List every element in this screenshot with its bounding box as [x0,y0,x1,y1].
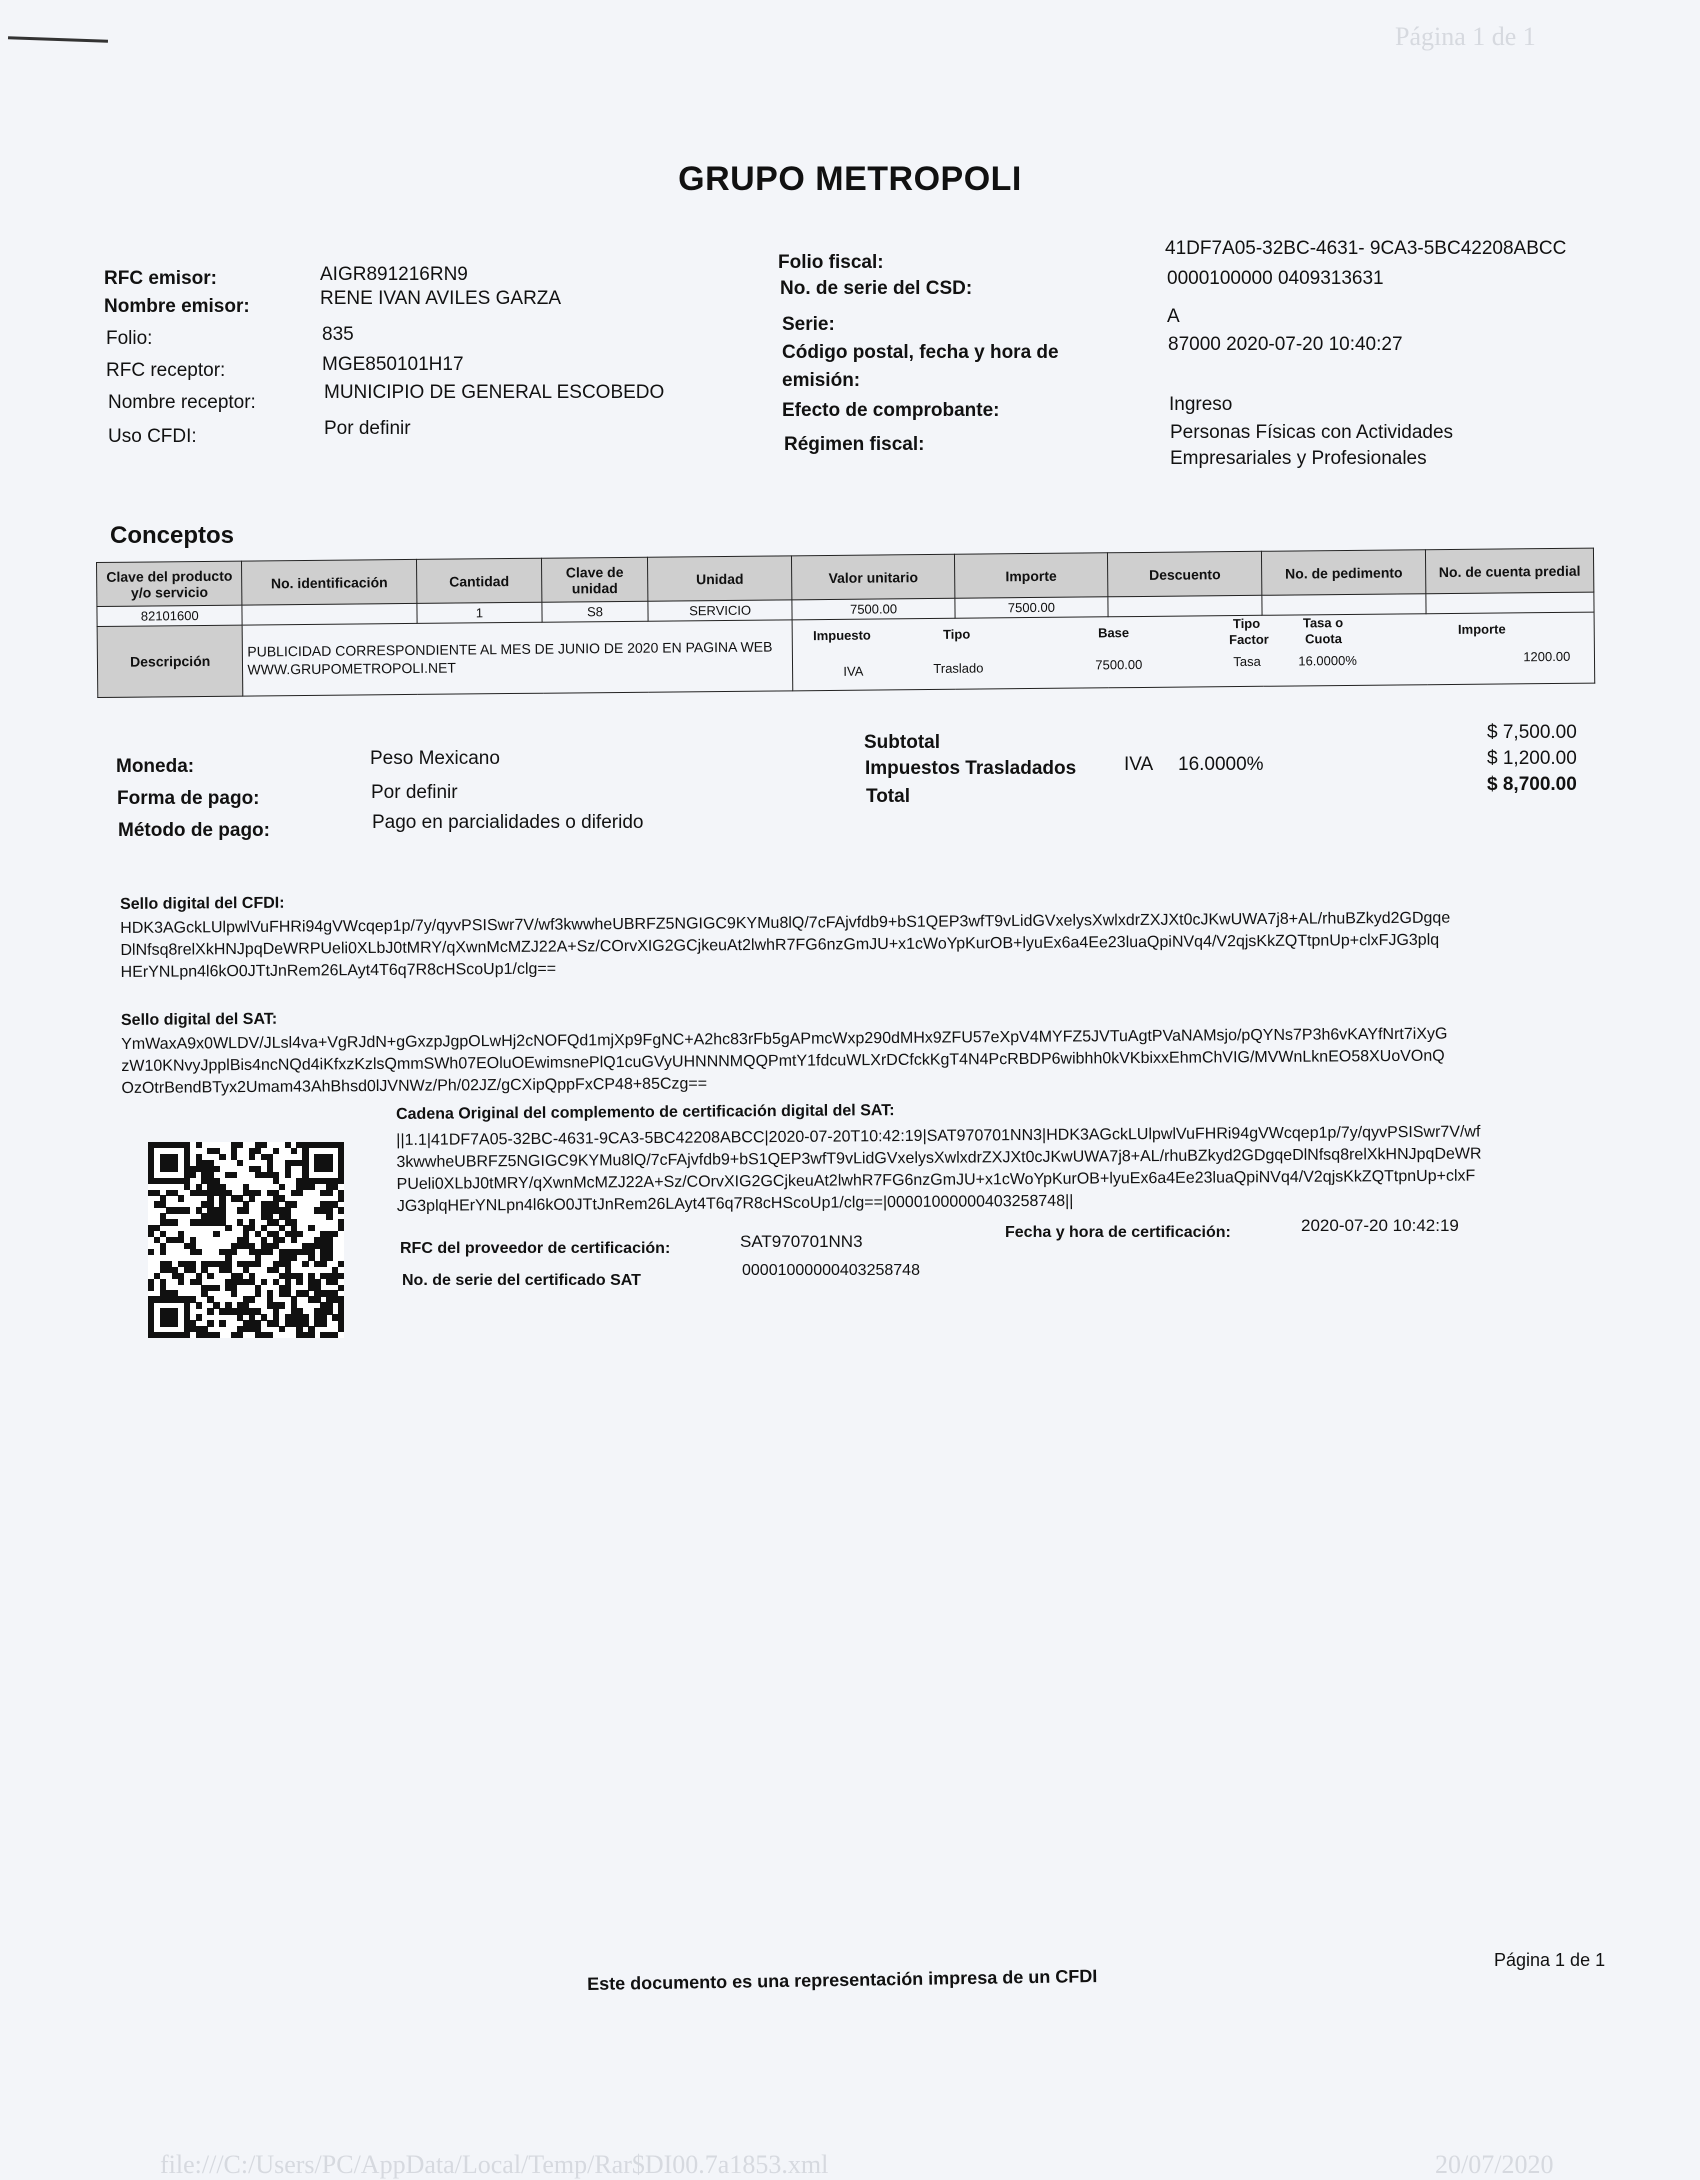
cell-descuento [1108,595,1263,616]
qr-module [267,1332,273,1338]
uso-cfdi-label: Uso CFDI: [108,426,197,447]
impuestos-subtable [792,612,1594,691]
qr-module [213,1285,219,1291]
sellos-block [120,884,1612,1100]
serie-label: Serie: [782,314,835,335]
cadena-line3: PUeli0XLbJ0tMRY/qXwnMcMZJ22A+Sz/COrvXIG2GCjkeuAt2lwhR7FG6nzGmJU+x1cWoYpKurOB+lyuEx6a4Ee23luaQpiNVq4/V2qjsKkZQTtpnUp+clxF [396,1167,1476,1193]
codigo-postal-label: Código postal, fecha y hora de [782,342,1059,363]
qr-module [338,1273,344,1279]
header-valor-unitario: Valor unitario [792,554,955,600]
imp-header-tipo: Tipo [942,626,971,642]
qr-module [285,1172,291,1178]
nombre-emisor-value: RENE IVAN AVILES GARZA [320,288,562,309]
descripcion-row [97,612,1595,697]
serie-csd-value: 0000100000 0409313631 [1167,268,1384,289]
nombre-emisor-label: Nombre emisor: [104,296,250,317]
qr-module [279,1326,285,1332]
qr-module [148,1285,154,1291]
qr-module [338,1225,344,1231]
cadena-line4: JG3plqHErYNLpn4l6kO0JTtJnRem26LAyt4T6q7R8cHScoUp1/clg==|00001000000403258748|| [396,1192,1074,1215]
total-label: Total [866,786,910,807]
ghost-file-path: file:///C:/Users/PC/AppData/Local/Temp/Rar$DI00.7a1853.xml [160,2150,829,2179]
rfc-receptor-value: MGE850101H17 [322,354,464,375]
qr-module [249,1154,255,1160]
header-no-identificacion: No. identificación [242,559,417,605]
uso-cfdi-value: Por definir [324,418,411,439]
sello-sat-label: Sello digital del SAT: [120,1010,278,1029]
qr-module [338,1261,344,1267]
codigo-postal-value: 87000 2020-07-20 10:40:27 [1168,334,1403,355]
imp-header-importe: Importe [1457,621,1506,637]
subtotal-value: $ 7,500.00 [1487,722,1577,743]
regimen-value-line1: Personas Físicas con Actividades [1170,422,1454,443]
regimen-label: Régimen fiscal: [784,434,925,455]
qr-module [326,1166,332,1172]
forma-pago-value: Por definir [371,782,458,803]
qr-module [225,1225,231,1231]
qr-module [296,1231,302,1237]
moneda-label: Moneda: [116,756,195,777]
header-clave-producto: Clave del producto y/o servicio [97,561,243,606]
qr-module [291,1237,297,1243]
qr-module [237,1160,243,1166]
qr-module [255,1190,261,1196]
sello-sat-line3: OzOtrBendBTyx2Umam43AhBhsd0lJVNWz/Ph/02JZ/gCXipQppFxCP48+85Czg== [121,1075,708,1097]
footer-pagina: Página 1 de 1 [1494,1950,1606,1970]
qr-module [249,1296,255,1302]
imp-cell-importe: 1200.00 [1523,648,1571,665]
qr-module [231,1290,237,1296]
imp-header-tasa-2: Cuota [1305,631,1343,647]
qr-module [320,1320,326,1326]
serie-sat-label: No. de serie del certificado SAT [402,1272,641,1289]
qr-module [231,1249,237,1255]
cell-predial [1426,592,1594,614]
qr-module [291,1201,297,1207]
footer-leyenda: Este documento es una representación impresa de un CFDI [587,1965,1098,1994]
efecto-label: Efecto de comprobante: [782,400,1000,421]
ghost-date: 20/07/2020 [1435,2150,1554,2179]
qr-module [213,1231,219,1237]
folio-label: Folio: [106,328,153,349]
imp-cell-impuesto: IVA [843,663,864,679]
cell-valor-unitario: 7500.00 [792,598,955,620]
nombre-receptor-value: MUNICIPIO DE GENERAL ESCOBEDO [324,382,665,403]
conceptos-title: Conceptos [110,522,235,549]
cadena-line1: ||1.1|41DF7A05-32BC-4631-9CA3-5BC42208ABCC|2020-07-20T10:42:19|SAT970701NN3|HDK3AGckLUlpwlVuFHRi94gVWcqep1p/7y/qyvPSISwr7V/wf [396,1123,1481,1149]
qr-module [213,1166,219,1172]
imp-header-impuesto: Impuesto [812,627,871,644]
descripcion-label: Descripción [97,625,243,697]
qr-module [207,1308,213,1314]
header-pedimento: No. de pedimento [1262,550,1426,596]
document-title: GRUPO METROPOLI [678,160,1022,198]
folio-fiscal-value: 41DF7A05-32BC-4631- 9CA3-5BC42208ABCC [1165,238,1567,259]
qr-module [267,1249,273,1255]
header-descuento: Descuento [1107,551,1262,596]
qr-module [255,1261,261,1267]
qr-module [178,1279,184,1285]
qr-module [196,1142,202,1148]
cell-cantidad: 1 [417,602,543,623]
conceptos-table [96,548,1595,698]
efecto-value: Ingreso [1169,394,1233,415]
qr-module [237,1332,243,1338]
qr-module [279,1302,285,1308]
cell-importe: 7500.00 [955,597,1108,618]
total-value: $ 8,700.00 [1487,774,1577,795]
qr-module [279,1237,285,1243]
conceptos-table-wrapper [96,548,1595,698]
qr-module [213,1332,219,1338]
sello-cfdi-line1: HDK3AGckLUlpwlVuFHRi94gVWcqep1p/7y/qyvPSISwr7V/wf3kwwheUBRFZ5NGIGC9KYMu8lQ/7cFAjvfdb9+bS1QEP3wfT9vLidGVxelysXwlxdrZXJXt0cJKwUWA7j8+AL/rhuBZkyd2GDgqe [120,909,1451,937]
forma-pago-label: Forma de pago: [117,788,260,809]
qr-module [196,1249,202,1255]
regimen-value-line2: Empresariales y Profesionales [1170,448,1427,469]
qr-module [291,1148,297,1154]
qr-module [273,1148,279,1154]
nombre-receptor-label: Nombre receptor: [108,392,256,413]
imp-cell-base: 7500.00 [1095,656,1143,673]
cadena-line2: 3kwwheUBRFZ5NGIGC9KYMu8lQ/7cFAjvfdb9+bS1QEP3wfT9vLidGVxelysXwlxdrZXJXt0cJKwUWA7j8+AL/rhuBZkyd2GDgqeDlNfsq8relXkHNJpqDeWR [396,1145,1482,1171]
imp-cell-tipo-factor: Tasa [1233,653,1261,670]
qr-module [308,1184,314,1190]
sello-sat-line1: YmWaxA9x0WLDV/JLsl4va+VgRJdN+gGxzpJgpOLwHj2cNOFQd1mjXp9FgNC+A2hc83rFb5gAPmcWxp290dMHx9ZFU57eXpV4MYFZ5JVTuAgtPVaNAMsjo/pQYNs7P3h6vKAYfNrt7iXyG [121,1025,1448,1053]
cadena-label: Cadena Original del complemento de certificación digital del SAT: [396,1102,895,1123]
qr-module [196,1302,202,1308]
rfc-emisor-value: AIGR891216RN9 [320,264,468,285]
qr-module [296,1190,302,1196]
cell-clave: 82101600 [97,605,243,626]
qr-module [261,1142,267,1148]
qr-module [332,1231,338,1237]
imp-cell-tasa: 16.0000% [1298,652,1357,669]
qr-module [279,1184,285,1190]
header-cuenta-predial: No. de cuenta predial [1425,548,1593,594]
sello-cfdi-line3: HErYNLpn4l6kO0JTtJnRem26LAyt4T6q7R8cHScoUp1/clg== [120,960,557,981]
rfc-receptor-label: RFC receptor: [106,360,226,381]
qr-module [219,1154,225,1160]
scan-mark [8,36,108,42]
qr-module [172,1166,178,1172]
qr-module [338,1326,344,1332]
impuestos-trasladados-label: Impuestos Trasladados [865,758,1077,779]
qr-module [326,1190,332,1196]
qr-module [184,1207,190,1213]
qr-module [338,1178,344,1184]
header-unidad: Unidad [647,556,792,601]
metodo-pago-value: Pago en parcialidades o diferido [372,812,644,833]
qr-module [172,1320,178,1326]
qr-module [320,1261,326,1267]
qr-code [148,1142,344,1338]
cell-no-identificacion [242,603,416,625]
emision-label: emisión: [782,370,861,391]
qr-module [160,1249,166,1255]
qr-module [243,1207,249,1213]
qr-module [148,1249,154,1255]
sello-cfdi-label: Sello digital del CFDI: [120,894,285,913]
qr-module [338,1285,344,1291]
qr-module [184,1332,190,1338]
impuestos-value: $ 1,200.00 [1487,748,1577,769]
imp-cell-tipo: Traslado [933,660,984,676]
qr-module [237,1142,243,1148]
qr-module [302,1261,308,1267]
impuestos-tasa: 16.0000% [1178,754,1264,775]
serie-csd-label: No. de serie del CSD: [780,278,973,299]
ghost-page-number: Página 1 de 1 [1395,22,1536,51]
sello-cfdi-line2: DlNfsq8relXkHNJpqDeWRPUeli0XLbJ0tMRY/qXwnMcMZJ22A+Sz/COrvXIG2GCjkeuAt2lwhR7FG6nzGmJU+x1cWoYpKurOB+lyuEx6a4Ee23luaQpiNVq4/V2qjsKkZQTtpnUp+clxFJG3plq [120,931,1440,959]
qr-module [291,1255,297,1261]
qr-module [196,1314,202,1320]
header-importe: Importe [954,553,1108,598]
qr-module [207,1273,213,1279]
qr-module [178,1195,184,1201]
cell-pedimento [1262,594,1426,616]
qr-module [231,1172,237,1178]
qr-module [190,1172,196,1178]
imp-header-base: Base [1097,625,1130,641]
qr-module [249,1195,255,1201]
qr-module [207,1320,213,1326]
qr-module [255,1290,261,1296]
folio-fiscal-label: Folio fiscal: [778,252,884,273]
cadena-block [396,1096,1617,1218]
fecha-certificacion-label: Fecha y hora de certificación: [1005,1224,1231,1241]
serie-value: A [1167,306,1180,327]
imp-header-tipo-factor-1: Tipo [1232,615,1261,632]
qr-module [261,1279,267,1285]
cell-clave-unidad: S8 [542,601,648,622]
sello-sat-line2: zW10KNvyJpplBis4ncNQd4iKfxzKzlsQmmSWh07EOluOEwimsnePlQ1cuGVyUHNNNMQQPmtY1fdcuWLXrDCfckKgT4N4PcRBDP6wibhh0kVKbixxEhmChVIG/MVWnLknEO58XUoVOnQ [121,1047,1445,1075]
qr-module [308,1332,314,1338]
qr-module [308,1225,314,1231]
qr-module [338,1207,344,1213]
rfc-emisor-label: RFC emisor: [104,268,217,289]
cell-unidad: SERVICIO [648,600,793,621]
qr-module [219,1320,225,1326]
metodo-pago-label: Método de pago: [118,820,270,841]
folio-value: 835 [322,324,354,345]
qr-module [332,1332,338,1338]
rfc-proveedor-value: SAT970701NN3 [740,1232,863,1251]
qr-module [338,1195,344,1201]
rfc-proveedor-label: RFC del proveedor de certificación: [400,1240,671,1257]
header-clave-unidad: Clave de unidad [542,557,648,602]
moneda-value: Peso Mexicano [370,748,500,769]
qr-module [326,1255,332,1261]
qr-module [296,1279,302,1285]
subtotal-label: Subtotal [864,732,940,753]
fecha-certificacion-value: 2020-07-20 10:42:19 [1301,1216,1459,1235]
qr-module [326,1213,332,1219]
qr-module [172,1219,178,1225]
impuestos-tipo: IVA [1124,754,1154,775]
imp-header-tasa-1: Tasa o [1302,615,1344,631]
header-cantidad: Cantidad [416,558,542,603]
serie-sat-value: 00001000000403258748 [742,1262,920,1279]
descripcion-text: PUBLICIDAD CORRESPONDIENTE AL MES DE JUNIO DE 2020 EN PAGINA WEB WWW.GRUPOMETROPOLI.NET [243,620,793,696]
imp-header-tipo-factor-2: Factor [1229,631,1269,648]
